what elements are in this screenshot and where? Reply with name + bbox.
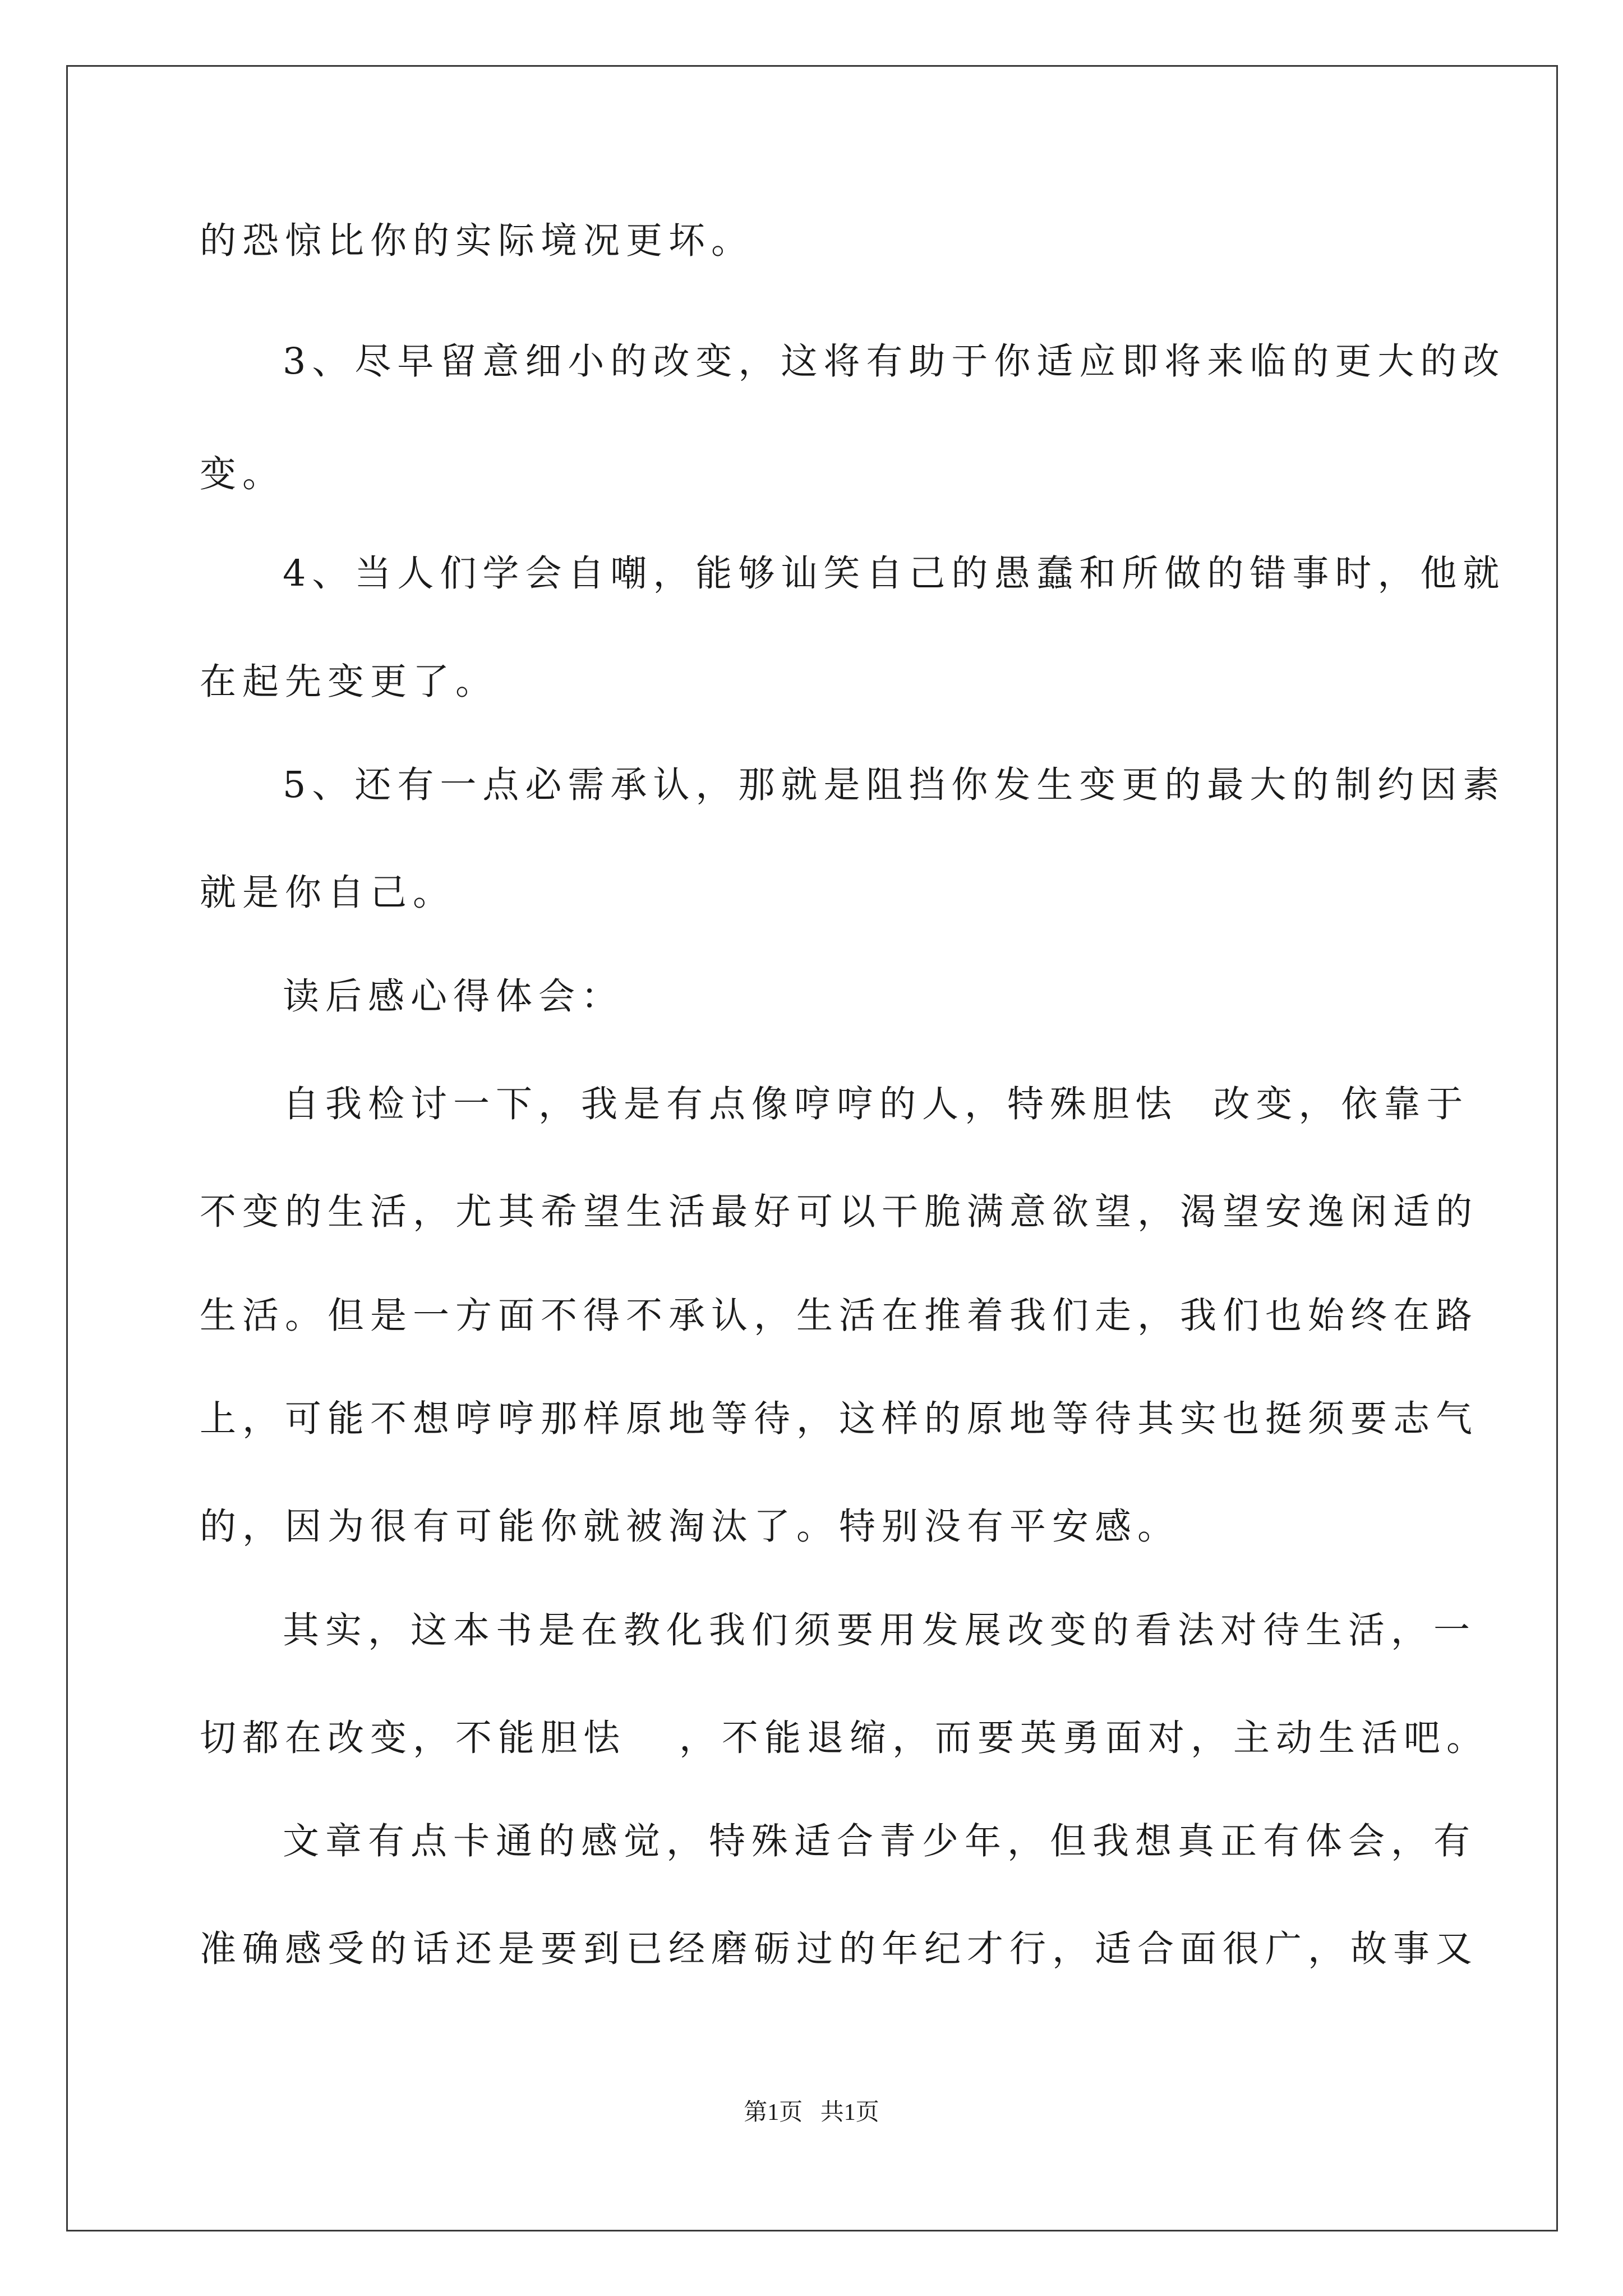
text-line: 读后感心得体会： (283, 976, 624, 1018)
text-line: 4、当人们学会自嘲，能够讪笑自己的愚蠢和所做的错事时，他就 (283, 553, 1506, 595)
text-line: 变。 (200, 453, 285, 495)
page-border (66, 65, 1558, 2231)
page-number-footer: 第1页 共1页 (744, 2100, 879, 2125)
text-line: 生活。但是一方面不得不承认，生活在推着我们走，我们也始终在路 (200, 1295, 1479, 1337)
text-line: 其实，这本书是在教化我们须要用发展改变的看法对待生活，一 (283, 1609, 1477, 1651)
text-line: 的恐惊比你的实际境况更坏。 (200, 220, 754, 262)
text-line: 5、还有一点必需承认，那就是阻挡你发生变更的最大的制约因素 (283, 764, 1506, 806)
text-line: 准确感受的话还是要到已经磨砺过的年纪才行，适合面很广，故事又 (200, 1928, 1479, 1970)
text-line: 切都在改变，不能胆怯 ，不能退缩，而要英勇面对，主动生活吧。 (200, 1717, 1489, 1759)
text-line: 的，因为很有可能你就被淘汰了。特别没有平安感。 (200, 1506, 1181, 1548)
text-line: 自我检讨一下，我是有点像哼哼的人，特殊胆怯 改变，依靠于 (283, 1083, 1469, 1125)
text-line: 就是你自己。 (200, 872, 456, 914)
text-line: 3、尽早留意细小的改变，这将有助于你适应即将来临的更大的改 (283, 341, 1506, 383)
text-line: 文章有点卡通的感觉，特殊适合青少年，但我想真正有体会，有 (283, 1820, 1477, 1862)
text-line: 上，可能不想哼哼那样原地等待，这样的原地等待其实也挺须要志气 (200, 1398, 1479, 1440)
text-line: 不变的生活，尤其希望生活最好可以干脆满意欲望，渴望安逸闲适的 (200, 1191, 1479, 1233)
text-line: 在起先变更了。 (200, 661, 499, 703)
